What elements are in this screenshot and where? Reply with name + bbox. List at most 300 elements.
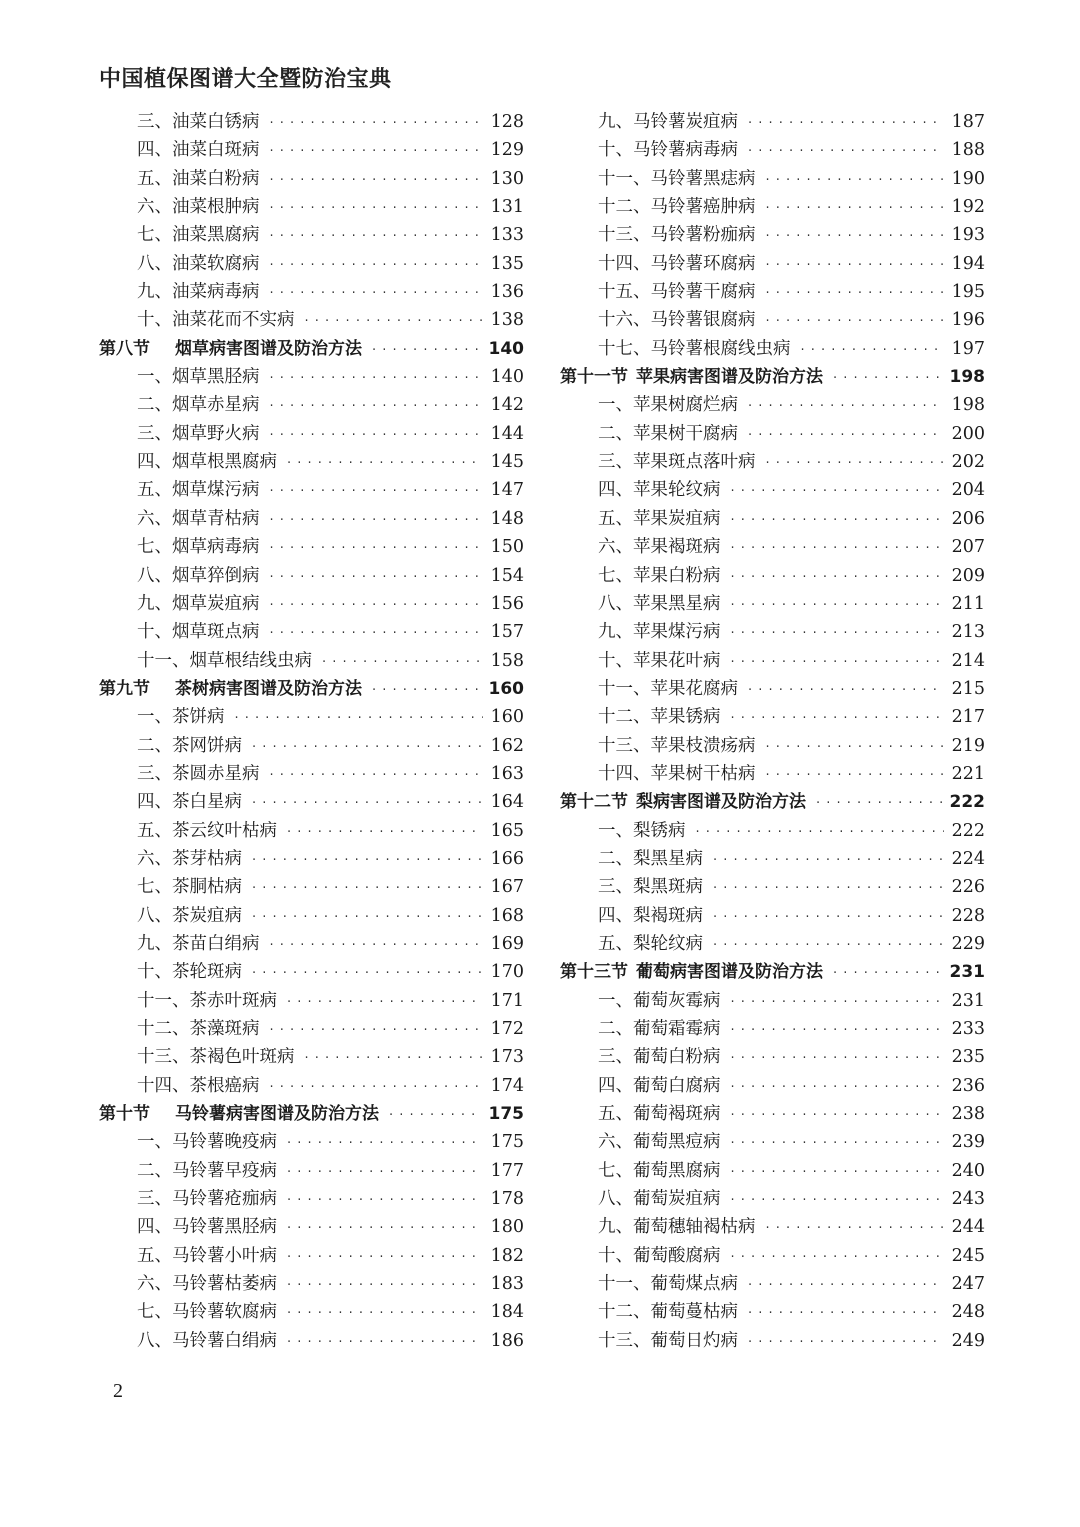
toc-entry-title: 三、葡萄白粉病	[598, 1047, 721, 1068]
dot-leader	[766, 195, 944, 221]
toc-page-number: 211	[951, 593, 985, 614]
dot-leader	[731, 649, 944, 675]
dot-leader	[270, 762, 483, 788]
dot-leader	[270, 195, 483, 221]
toc-entry-title: 四、梨褐斑病	[598, 905, 703, 926]
toc-page-number: 215	[951, 678, 985, 699]
dot-leader	[713, 932, 944, 958]
toc-entry	[560, 1157, 985, 1185]
toc-entry-title: 六、茶芽枯病	[137, 848, 242, 869]
toc-entry-title: 三、苹果斑点落叶病	[598, 452, 756, 473]
dot-leader	[731, 1187, 944, 1213]
dot-leader	[748, 677, 944, 703]
toc-entry	[99, 562, 524, 590]
toc-entry-title: 四、烟草根黑腐病	[137, 452, 277, 473]
toc-page-number: 213	[951, 622, 985, 643]
toc-entry-title: 十一、烟草根结线虫病	[137, 650, 312, 671]
toc-page-number: 128	[490, 112, 524, 132]
toc-entry	[560, 703, 985, 731]
toc-page-number: 138	[490, 310, 524, 331]
toc-entry-title: 十七、马铃薯根腐线虫病	[598, 338, 791, 359]
toc-entry	[99, 505, 524, 533]
toc-entry	[99, 902, 524, 930]
toc-entry	[99, 1327, 524, 1355]
toc-entry-title: 十、烟草斑点病	[137, 622, 260, 643]
dot-leader	[748, 1272, 944, 1298]
dot-leader	[270, 535, 483, 561]
toc-page-number: 217	[951, 707, 985, 728]
toc-entry-title: 七、烟草病毒病	[137, 537, 260, 558]
toc-entry	[560, 108, 985, 136]
toc-entry	[99, 732, 524, 760]
toc-page-number: 140	[490, 367, 524, 388]
toc-page-number: 249	[951, 1330, 985, 1351]
toc-page-number: 229	[951, 933, 985, 954]
toc-entry-title: 十六、马铃薯银腐病	[598, 310, 756, 331]
toc-entry	[560, 675, 985, 703]
toc-entry-title: 五、马铃薯小叶病	[137, 1245, 277, 1266]
dot-leader	[287, 989, 483, 1015]
toc-page-number: 222	[951, 820, 985, 841]
toc-entry-title: 三、马铃薯疮痂病	[137, 1189, 277, 1210]
toc-entry-title: 二、葡萄霜霉病	[598, 1019, 721, 1039]
toc-entry	[99, 590, 524, 618]
toc-entry-title: 七、茶胴枯病	[137, 877, 242, 898]
dot-leader	[731, 1159, 944, 1185]
toc-entry	[99, 1128, 524, 1156]
toc-page-number: 239	[951, 1132, 985, 1153]
toc-entry	[560, 1072, 985, 1100]
dot-leader	[252, 904, 483, 930]
dot-leader	[731, 1074, 944, 1100]
toc-page-number: 170	[490, 962, 524, 983]
toc-page-number: 171	[490, 990, 524, 1011]
toc-entry-title: 十、葡萄酸腐病	[598, 1245, 721, 1266]
dot-leader	[287, 450, 483, 476]
toc-entry	[560, 1327, 985, 1355]
toc-section-heading	[99, 335, 524, 363]
dot-leader	[270, 620, 483, 646]
dot-leader	[801, 337, 944, 363]
toc-entry	[560, 902, 985, 930]
toc-page-number: 228	[951, 905, 985, 926]
dot-leader	[766, 252, 944, 278]
toc-entry-title: 四、马铃薯黑胫病	[137, 1217, 277, 1238]
toc-page-number: 175	[488, 1104, 524, 1125]
dot-leader	[287, 1159, 483, 1185]
toc-entry	[99, 363, 524, 391]
toc-page-number: 182	[490, 1245, 524, 1266]
toc-entry	[560, 391, 985, 419]
toc-entry	[560, 136, 985, 164]
dot-leader	[748, 1300, 944, 1326]
toc-entry	[99, 108, 524, 136]
toc-entry-title: 十一、葡萄煤点病	[598, 1274, 738, 1295]
dot-leader	[748, 110, 944, 136]
toc-page-number: 133	[490, 225, 524, 246]
toc-entry	[99, 1298, 524, 1326]
dot-leader	[766, 450, 944, 476]
toc-page-number: 173	[490, 1047, 524, 1068]
toc-page-number: 142	[490, 395, 524, 416]
toc-entry	[99, 930, 524, 958]
toc-entry	[99, 476, 524, 504]
toc-section-heading	[560, 788, 985, 816]
toc-entry-title: 九、马铃薯炭疽病	[598, 112, 738, 132]
toc-entry-title: 六、葡萄黑痘病	[598, 1132, 721, 1153]
toc-entry-title: 十二、马铃薯癌肿病	[598, 197, 756, 218]
dot-leader	[270, 393, 483, 419]
toc-page-number: 144	[490, 423, 524, 444]
toc-entry	[560, 1100, 985, 1128]
toc-entry	[560, 1298, 985, 1326]
toc-page-number: 157	[490, 622, 524, 643]
toc-entry-title: 三、烟草野火病	[137, 423, 260, 444]
toc-page-number: 164	[490, 792, 524, 813]
toc-entry	[560, 505, 985, 533]
toc-entry	[99, 306, 524, 334]
toc-entry	[560, 250, 985, 278]
toc-entry-title: 十四、茶根癌病	[137, 1075, 260, 1096]
dot-leader	[731, 535, 944, 561]
toc-entry	[99, 647, 524, 675]
toc-page-number: 160	[490, 707, 524, 728]
toc-page-number: 200	[951, 423, 985, 444]
toc-page-number: 190	[951, 168, 985, 189]
toc-entry-title: 八、油菜软腐病	[137, 253, 260, 274]
toc-entry-title: 一、烟草黑胫病	[137, 367, 260, 388]
toc-entry-title: 八、烟草猝倒病	[137, 565, 260, 586]
toc-section-number: 第十二节	[560, 792, 628, 813]
toc-page-number: 162	[490, 735, 524, 756]
toc-entry-title: 五、苹果炭疽病	[598, 508, 721, 529]
toc-page-number: 244	[951, 1217, 985, 1238]
toc-entry-title: 十二、苹果锈病	[598, 707, 721, 728]
dot-leader	[270, 1074, 483, 1100]
toc-entry-title: 五、梨轮纹病	[598, 933, 703, 954]
toc-entry	[560, 448, 985, 476]
toc-entry	[99, 1157, 524, 1185]
toc-entry-title: 十五、马铃薯干腐病	[598, 282, 756, 303]
toc-page-number: 231	[949, 962, 985, 983]
toc-entry	[560, 165, 985, 193]
toc-entry-title: 十、油菜花而不实病	[137, 310, 295, 331]
toc-entry	[99, 618, 524, 646]
toc-page-number: 148	[490, 508, 524, 529]
toc-entry-title: 五、茶云纹叶枯病	[137, 820, 277, 841]
dot-leader	[731, 1130, 944, 1156]
toc-column-left	[99, 108, 524, 1355]
toc-entry	[560, 1185, 985, 1213]
toc-entry-title: 三、梨黑斑病	[598, 877, 703, 898]
toc-section-number: 第十三节	[560, 962, 628, 983]
toc-page-number: 167	[490, 877, 524, 898]
toc-entry	[560, 760, 985, 788]
toc-section-heading	[560, 363, 985, 391]
toc-entry-title: 三、油菜白锈病	[137, 112, 260, 132]
toc-entry-title: 十、茶轮斑病	[137, 962, 242, 983]
toc-entry-title: 九、葡萄穗轴褐枯病	[598, 1217, 756, 1238]
dot-leader	[270, 223, 483, 249]
toc-entry	[560, 987, 985, 1015]
dot-leader	[305, 1045, 483, 1071]
toc-page-number: 135	[490, 253, 524, 274]
dot-leader	[833, 960, 942, 986]
toc-entry-title: 十一、茶赤叶斑病	[137, 990, 277, 1011]
toc-entry	[99, 420, 524, 448]
toc-page-number: 156	[490, 593, 524, 614]
toc-entry	[99, 221, 524, 249]
toc-page-number: 160	[488, 678, 524, 699]
toc-page-number: 187	[951, 112, 985, 132]
toc-entry-title: 九、苹果煤污病	[598, 622, 721, 643]
toc-entry-title: 十二、茶藻斑病	[137, 1019, 260, 1039]
toc-entry-title: 梨病害图谱及防治方法	[636, 792, 806, 813]
dot-leader	[252, 790, 483, 816]
toc-entry-title: 四、葡萄白腐病	[598, 1075, 721, 1096]
toc-entry	[560, 476, 985, 504]
toc-entry	[560, 221, 985, 249]
toc-entry	[560, 1043, 985, 1071]
dot-leader	[270, 592, 483, 618]
dot-leader	[270, 564, 483, 590]
dot-leader	[270, 167, 483, 193]
dot-leader	[748, 393, 944, 419]
dot-leader	[731, 1102, 944, 1128]
toc-entry-title: 烟草病害图谱及防治方法	[175, 338, 362, 359]
toc-page-number: 177	[490, 1160, 524, 1181]
toc-entry	[99, 987, 524, 1015]
toc-entry-title: 苹果病害图谱及防治方法	[636, 367, 823, 388]
toc-page-number: 165	[490, 820, 524, 841]
dot-leader	[731, 507, 944, 533]
dot-leader	[731, 705, 944, 731]
toc-page-number: 169	[490, 933, 524, 954]
toc-entry-title: 七、葡萄黑腐病	[598, 1160, 721, 1181]
dot-leader	[287, 1300, 483, 1326]
toc-entry-title: 二、茶网饼病	[137, 735, 242, 756]
toc-page-number: 245	[951, 1245, 985, 1266]
toc-entry-title: 十一、马铃薯黑痣病	[598, 168, 756, 189]
toc-section-heading	[99, 1100, 524, 1128]
toc-page-number: 233	[951, 1019, 985, 1039]
toc-entry-title: 茶树病害图谱及防治方法	[175, 678, 362, 699]
dot-leader	[696, 819, 944, 845]
toc-entry	[560, 873, 985, 901]
toc-page-number: 192	[951, 197, 985, 218]
toc-entry	[99, 278, 524, 306]
toc-page-number: 168	[490, 905, 524, 926]
toc-entry-title: 十三、茶褐色叶斑病	[137, 1047, 295, 1068]
toc-page-number: 198	[951, 395, 985, 416]
toc-entry-title: 六、苹果褐斑病	[598, 537, 721, 558]
dot-leader	[748, 138, 944, 164]
toc-entry	[560, 1213, 985, 1241]
toc-entry-title: 三、茶圆赤星病	[137, 763, 260, 784]
toc-page-number: 193	[951, 225, 985, 246]
toc-page-number: 150	[490, 537, 524, 558]
toc-page-number: 145	[490, 452, 524, 473]
toc-entry	[560, 562, 985, 590]
toc-entry	[99, 1270, 524, 1298]
toc-entry-title: 一、马铃薯晚疫病	[137, 1132, 277, 1153]
toc-page-number: 238	[951, 1104, 985, 1125]
toc-entry-title: 七、马铃薯软腐病	[137, 1302, 277, 1323]
toc-entry-title: 十三、葡萄日灼病	[598, 1330, 738, 1351]
toc-page-number: 194	[951, 253, 985, 274]
toc-entry	[99, 250, 524, 278]
dot-leader	[270, 110, 483, 136]
dot-leader	[270, 932, 483, 958]
dot-leader	[731, 592, 944, 618]
dot-leader	[766, 280, 944, 306]
toc-page-number: 197	[951, 338, 985, 359]
toc-page-number: 129	[490, 140, 524, 161]
dot-leader	[252, 847, 483, 873]
dot-leader	[389, 1102, 481, 1128]
dot-leader	[816, 790, 942, 816]
dot-leader	[731, 1045, 944, 1071]
dot-leader	[252, 734, 483, 760]
toc-entry	[99, 1185, 524, 1213]
toc-page-number: 188	[951, 140, 985, 161]
dot-leader	[766, 167, 944, 193]
toc-entry-title: 九、油菜病毒病	[137, 282, 260, 303]
toc-entry-title: 二、苹果树干腐病	[598, 423, 738, 444]
toc-page-number: 184	[490, 1302, 524, 1323]
toc-entry-title: 十、马铃薯病毒病	[598, 140, 738, 161]
dot-leader	[731, 1017, 944, 1043]
toc-entry	[99, 1072, 524, 1100]
toc-entry-title: 八、马铃薯白绢病	[137, 1330, 277, 1351]
toc-entry	[560, 930, 985, 958]
dot-leader	[270, 507, 483, 533]
toc-entry	[99, 391, 524, 419]
toc-page-number: 172	[490, 1019, 524, 1039]
toc-entry	[560, 732, 985, 760]
toc-entry	[99, 845, 524, 873]
toc-entry-title: 二、马铃薯早疫病	[137, 1160, 277, 1181]
toc-entry-title: 葡萄病害图谱及防治方法	[636, 962, 823, 983]
dot-leader	[731, 1244, 944, 1270]
dot-leader	[731, 478, 944, 504]
dot-leader	[322, 649, 483, 675]
toc-page-number: 147	[490, 480, 524, 501]
toc-section-number: 第八节	[99, 338, 150, 359]
toc-section-heading	[99, 675, 524, 703]
dot-leader	[731, 564, 944, 590]
toc-page-number: 226	[951, 877, 985, 898]
dot-leader	[713, 847, 944, 873]
toc-page-number: 236	[951, 1075, 985, 1096]
dot-leader	[252, 960, 483, 986]
dot-leader	[252, 875, 483, 901]
toc-column-right	[560, 108, 985, 1355]
toc-entry-title: 六、油菜根肿病	[137, 197, 260, 218]
toc-page-number: 248	[951, 1302, 985, 1323]
toc-entry	[99, 136, 524, 164]
toc-page-number: 163	[490, 763, 524, 784]
dot-leader	[287, 1272, 483, 1298]
toc-entry-title: 七、苹果白粉病	[598, 565, 721, 586]
toc-entry-title: 八、葡萄炭疽病	[598, 1189, 721, 1210]
toc-page-number: 158	[490, 650, 524, 671]
toc-page-number: 214	[951, 650, 985, 671]
toc-page-number: 140	[488, 338, 524, 359]
toc-entry	[560, 1128, 985, 1156]
toc-entry	[560, 335, 985, 363]
toc-entry	[99, 703, 524, 731]
toc-entry-title: 八、苹果黑星病	[598, 593, 721, 614]
toc-page-number: 202	[951, 452, 985, 473]
toc-page-number: 204	[951, 480, 985, 501]
toc-entry-title: 十三、马铃薯粉痂病	[598, 225, 756, 246]
toc-entry-title: 十一、苹果花腐病	[598, 678, 738, 699]
dot-leader	[287, 1329, 483, 1355]
toc-entry-title: 一、苹果树腐烂病	[598, 395, 738, 416]
toc-entry-title: 十四、马铃薯环腐病	[598, 253, 756, 274]
dot-leader	[766, 762, 944, 788]
dot-leader	[270, 1017, 483, 1043]
dot-leader	[270, 252, 483, 278]
dot-leader	[235, 705, 483, 731]
dot-leader	[713, 904, 944, 930]
toc-page-number: 186	[490, 1330, 524, 1351]
toc-page-number: 130	[490, 168, 524, 189]
toc-entry	[560, 193, 985, 221]
toc-entry	[99, 1213, 524, 1241]
toc-entry-title: 一、葡萄灰霉病	[598, 990, 721, 1011]
toc-entry	[560, 1015, 985, 1043]
toc-entry-title: 五、烟草煤污病	[137, 480, 260, 501]
toc-section-number: 第九节	[99, 678, 150, 699]
toc-entry-title: 五、葡萄褐斑病	[598, 1104, 721, 1125]
toc-page-number: 221	[951, 763, 985, 784]
toc-entry-title: 马铃薯病害图谱及防治方法	[175, 1104, 379, 1125]
toc-entry-title: 九、茶苗白绢病	[137, 933, 260, 954]
toc-entry-title: 七、油菜黑腐病	[137, 225, 260, 246]
toc-entry	[99, 873, 524, 901]
toc-page-number: 131	[490, 197, 524, 218]
toc-entry-title: 十三、苹果枝溃疡病	[598, 735, 756, 756]
dot-leader	[287, 819, 483, 845]
dot-leader	[287, 1244, 483, 1270]
dot-leader	[833, 365, 942, 391]
toc-page-number: 209	[951, 565, 985, 586]
toc-section-number: 第十一节	[560, 367, 628, 388]
toc-page-number: 195	[951, 282, 985, 303]
toc-entry	[99, 1242, 524, 1270]
toc-entry-title: 十四、苹果树干枯病	[598, 763, 756, 784]
toc-page-number: 183	[490, 1274, 524, 1295]
toc-page-number: 243	[951, 1189, 985, 1210]
dot-leader	[287, 1215, 483, 1241]
dot-leader	[731, 620, 944, 646]
toc-entry	[560, 590, 985, 618]
toc-entry-title: 四、油菜白斑病	[137, 140, 260, 161]
dot-leader	[766, 734, 944, 760]
toc-page-number: 235	[951, 1047, 985, 1068]
dot-leader	[270, 138, 483, 164]
toc-entry	[560, 845, 985, 873]
toc-entry	[99, 817, 524, 845]
dot-leader	[372, 677, 481, 703]
dot-leader	[372, 337, 481, 363]
toc-entry-title: 一、茶饼病	[137, 707, 225, 728]
toc-section-number: 第十节	[99, 1104, 150, 1125]
dot-leader	[766, 1215, 944, 1241]
toc-entry-title: 二、烟草赤星病	[137, 395, 260, 416]
